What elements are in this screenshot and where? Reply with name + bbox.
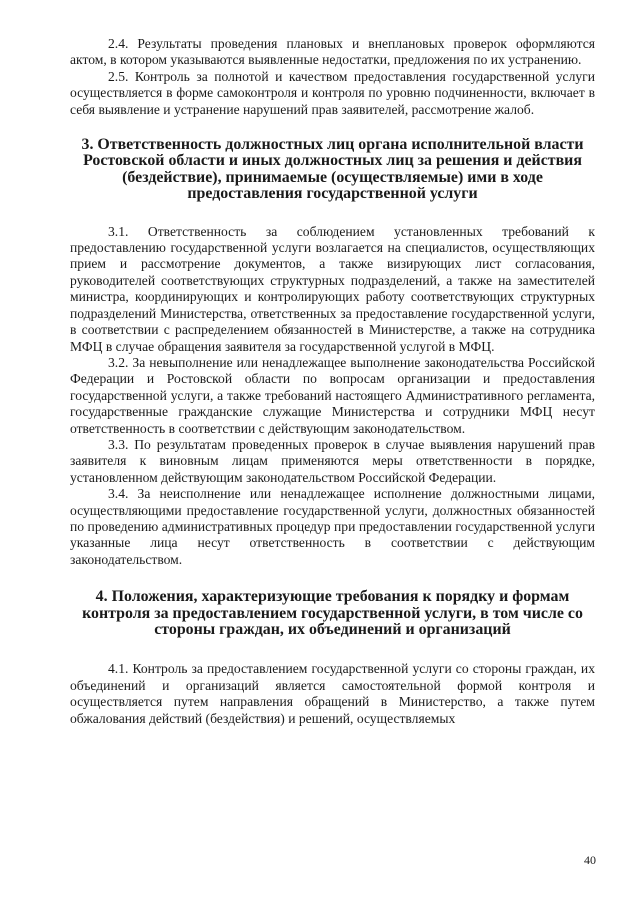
paragraph-3-4: 3.4. За неисполнение или ненадлежащее исполнение должностными лицами, осуществляющими предоставление государственной услуги, должностных обязанностей по проведению административных процедур при предоставлении государственной услуги указанные лица несут ответственность в соответствии с действующим законодательством. <box>70 486 595 567</box>
section-3-heading: 3. Ответственность должностных лиц органа исполнительной власти Ростовской области и иных должностных лиц за решения и действия (бездействие), принимаемые (осуществляемые) ими в ходе предоставления государственной услуги <box>81 136 584 203</box>
paragraph-4-1: 4.1. Контроль за предоставлением государственной услуги со стороны граждан, их объединений и организаций является самостоятельной формой контроля и осуществляется путем направления обращений в Министерство, а также путем обжалования действий (бездействия) и решений, осуществляемых <box>70 661 595 726</box>
document-page <box>70 36 595 727</box>
paragraph-3-3: 3.3. По результатам проведенных проверок в случае выявления нарушений прав заявителя к виновным лицам применяются меры ответственности в порядке, установленном действующим законодательством Российской Федерации. <box>70 436 595 485</box>
paragraph-2-5: 2.5. Контроль за полнотой и качеством предоставления государственной услуги осуществляется в форме самоконтроля и контроля по уровню подчиненности, включает в себя выявление и устранение нарушений прав заявителей, рассмотрение жалоб. <box>70 68 595 117</box>
paragraph-3-1: 3.1. Ответственность за соблюдением установленных требований к предоставлению государственной услуги возлагается на специалистов, осуществляющих прием и рассмотрение документов, а также визирующих лист согласования, руководителей соответствующих структурных подразделений, а также на заместителей министра, координирующих и контролирующих работу соответствующих структурных подразделений Министерства, ответственных за предоставление государственной услуги, в соответствии с распределением обязанностей в Министерстве, а также на сотрудника МФЦ в случае обращения заявителя за государственной услугой в МФЦ. <box>70 223 595 354</box>
section-4-heading: 4. Положения, характеризующие требования к порядку и формам контроля за предоставлением государственной услуги, в том числе со стороны граждан, их объединений и организаций <box>82 588 583 638</box>
page-number: 40 <box>584 853 596 867</box>
paragraph-2-4: 2.4. Результаты проведения плановых и внеплановых проверок оформляются актом, в котором указываются выявленные недостатки, предложения по их устранению. <box>70 36 595 68</box>
paragraph-3-2: 3.2. За невыполнение или ненадлежащее выполнение законодательства Российской Федерации и Ростовской области по вопросам организации и предоставления государственной услуги, а также требований настоящего Административного регламента, государственные гражданские служащие Министерства и сотрудники МФЦ несут ответственность в соответствии с действующим законодательством. <box>70 354 595 436</box>
